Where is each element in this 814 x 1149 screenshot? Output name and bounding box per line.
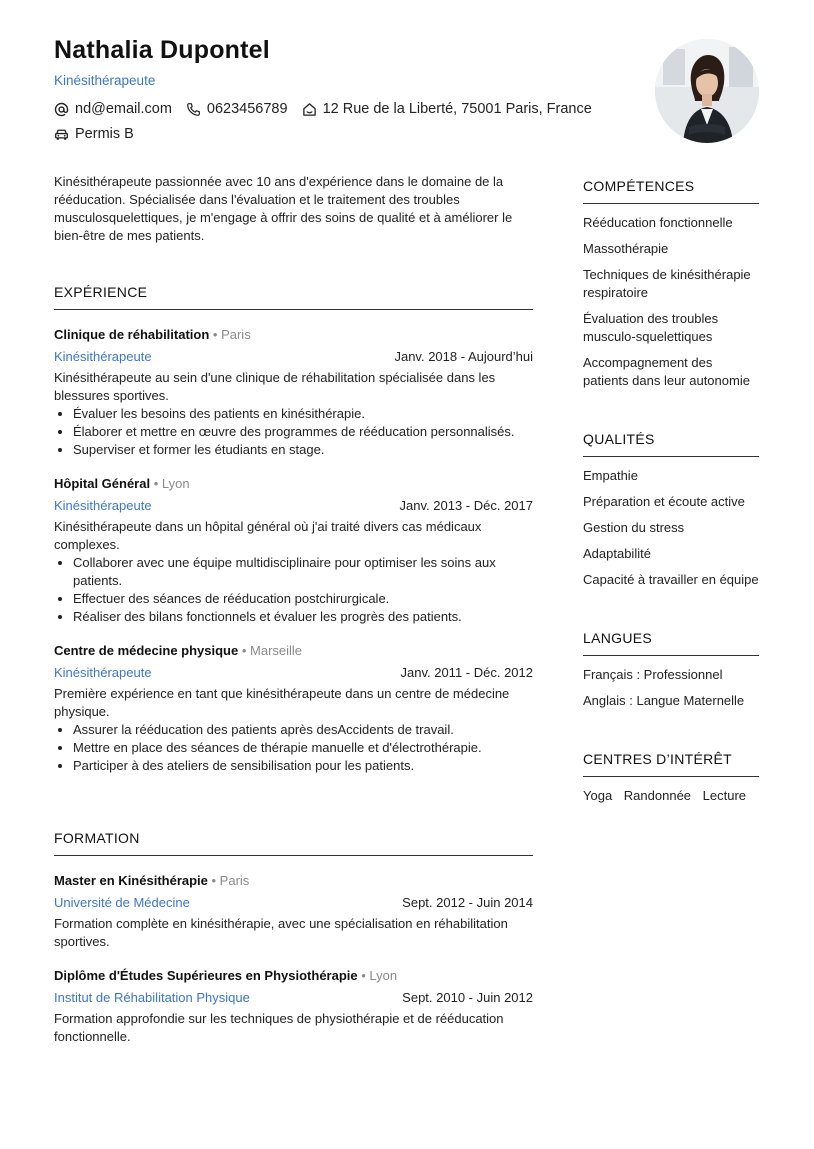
school-name: Université de Médecine [54, 895, 190, 910]
contact-email [54, 101, 172, 117]
education-section-title: FORMATION [54, 829, 533, 856]
employer-city: Paris [221, 327, 251, 342]
degree-dates: Sept. 2010 - Juin 2012 [402, 990, 533, 1005]
responsibility-list [54, 721, 533, 775]
skill-item: Évaluation des troubles musculo-squelettiques [583, 311, 719, 344]
sidebar-column [583, 177, 759, 845]
home-icon [302, 102, 317, 117]
address-text: 12 Rue de la Liberté, 75001 Paris, France [322, 101, 592, 117]
responsibility-item: • Collaborer avec une équipe multidisciplinaire pour optimiser les soins aux patients. [73, 554, 533, 590]
experience-entry: Clinique de réhabilitation • Paris Kinésithérapeute Janv. 2018 - Aujourd’hui Kinésithérapeute au sein d'une clinique de réhabilitation spécialisée dans les blessures sportives. • Évaluer les besoins des patients en kinésithérapie. • Élaborer et mettre en œuvre des programmes de rééducation personnalisés. • Superviser et former les étudiants en stage. [54, 326, 533, 459]
position-title: Kinésithérapeute [54, 498, 152, 513]
interest-list [583, 787, 759, 805]
skills-section-title: COMPÉTENCES [583, 177, 759, 204]
quality-item: Empathie [583, 468, 638, 483]
quality-item: Capacité à travailler en équipe [583, 572, 759, 587]
languages-section-title: LANGUES [583, 629, 759, 656]
responsibility-item: • Évaluer les besoins des patients en kinésithérapie. [73, 405, 533, 423]
language-item: Français : Professionnel [583, 667, 723, 682]
license-text: Permis B [75, 126, 134, 142]
degree-description: Formation complète en kinésithérapie, avec une spécialisation en réhabilitation sportives. [54, 916, 508, 949]
car-icon [54, 127, 69, 142]
employer-name: Clinique de réhabilitation [54, 327, 210, 342]
qualities-section-title: QUALITÉS [583, 430, 759, 457]
interest-item: Yoga [583, 788, 613, 803]
position-title: Kinésithérapeute [54, 665, 152, 680]
languages-section [583, 629, 759, 710]
responsibility-item: • Mettre en place des séances de thérapie manuelle et d'électrothérapie. [73, 739, 533, 757]
position-description: Première expérience en tant que kinésithérapeute dans un centre de médecine physique. [54, 686, 510, 719]
education-entry: Diplôme d'Études Supérieures en Physiothérapie • Lyon Institut de Réhabilitation Physique Sept. 2010 - Juin 2012 Formation approfondie sur les techniques de physiothérapie et de rééducation fonctionnelle. [54, 968, 533, 1044]
interests-section [583, 750, 759, 805]
candidate-name: Nathalia Dupontel [54, 36, 270, 64]
degree-name: Diplôme d'Études Supérieures en Physiothérapie [54, 968, 358, 983]
profile-photo [655, 39, 759, 143]
employer-city: Lyon [161, 476, 190, 491]
education-entry: Master en Kinésithérapie • Paris Université de Médecine Sept. 2012 - Juin 2014 Formation complète en kinésithérapie, avec une spécialisation en réhabilitation sportives. [54, 873, 533, 949]
responsibility-item: • Participer à des ateliers de sensibilisation pour les patients. [73, 757, 533, 775]
position-dates: Janv. 2018 - Aujourd’hui [394, 349, 533, 364]
responsibility-item: • Réaliser des bilans fonctionnels et évaluer les progrès des patients. [73, 608, 533, 626]
degree-description: Formation approfondie sur les techniques de physiothérapie et de rééducation fonctionnelle. [54, 1011, 504, 1044]
quality-item: Préparation et écoute active [583, 494, 745, 509]
profile-summary: Kinésithérapeute passionnée avec 10 ans d'expérience dans le domaine de la rééducation. Spécialisée dans l'évaluation et le traitement des troubles musculosquelettiques, je m'engage à offrir des soins de qualité et à améliorer le bien-être de mes patients. [54, 174, 513, 243]
email-text: nd@email.com [75, 101, 172, 117]
responsibility-item: • Assurer la rééducation des patients après desAccidents de travail. [73, 721, 533, 739]
position-description: Kinésithérapeute au sein d'une clinique de réhabilitation spécialisée dans les blessures sportives. [54, 370, 496, 403]
experience-entry: Centre de médecine physique • Marseille Kinésithérapeute Janv. 2011 - Déc. 2012 Première expérience en tant que kinésithérapeute dans un centre de médecine physique. • Assurer la rééducation des patients après desAccidents de travail. • Mettre en place des séances de thérapie manuelle et d'électrothérapie. • Participer à des ateliers de sensibilisation pour les patients. [54, 642, 533, 775]
position-description: Kinésithérapeute dans un hôpital général où j'ai traité divers cas médicaux complexes. [54, 519, 482, 552]
interest-item: Lecture [702, 788, 747, 803]
at-icon [54, 102, 69, 117]
language-item: Anglais : Langue Maternelle [583, 693, 745, 708]
school-name: Institut de Réhabilitation Physique [54, 990, 250, 1005]
interest-item: Randonnée [623, 788, 692, 803]
skill-item: Techniques de kinésithérapie respiratoire [583, 267, 751, 300]
contact-row [54, 101, 606, 117]
responsibility-item: • Superviser et former les étudiants en stage. [73, 441, 533, 459]
contact-address [302, 101, 592, 117]
experience-section-title: EXPÉRIENCE [54, 283, 533, 310]
degree-city: Paris [219, 873, 250, 888]
main-column [54, 173, 533, 1062]
degree-city: Lyon [369, 968, 398, 983]
skill-item: Rééducation fonctionnelle [583, 215, 733, 230]
skills-section [583, 177, 759, 390]
quality-item: Adaptabilité [583, 546, 651, 561]
job-title: Kinésithérapeute [54, 73, 156, 88]
contact-license [54, 126, 134, 142]
position-title: Kinésithérapeute [54, 349, 152, 364]
employer-name: Hôpital Général [54, 476, 151, 491]
responsibility-item: • Effectuer des séances de rééducation postchirurgicale. [73, 590, 533, 608]
skill-item: Massothérapie [583, 241, 669, 256]
responsibility-list [54, 554, 533, 626]
qualities-section [583, 430, 759, 589]
degree-name: Master en Kinésithérapie [54, 873, 208, 888]
position-dates: Janv. 2011 - Déc. 2012 [400, 665, 533, 680]
contact-row-secondary [54, 126, 148, 142]
skill-item: Accompagnement des patients dans leur autonomie [583, 355, 750, 388]
interests-section-title: CENTRES D’INTÉRÊT [583, 750, 759, 777]
phone-text: 0623456789 [206, 101, 288, 117]
experience-entry: Hôpital Général • Lyon Kinésithérapeute Janv. 2013 - Déc. 2017 Kinésithérapeute dans un hôpital général où j'ai traité divers cas médicaux complexes. • Collaborer avec une équipe multidisciplinaire pour optimiser les soins aux patients. • Effectuer des séances de rééducation postchirurgicale. • Réaliser des bilans fonctionnels et évaluer les progrès des patients. [54, 475, 533, 626]
employer-name: Centre de médecine physique [54, 643, 239, 658]
phone-icon [186, 102, 201, 117]
position-dates: Janv. 2013 - Déc. 2017 [399, 498, 533, 513]
profile-portrait-icon [655, 39, 759, 143]
degree-dates: Sept. 2012 - Juin 2014 [402, 895, 533, 910]
employer-city: Marseille [250, 643, 303, 658]
responsibility-item: • Élaborer et mettre en œuvre des programmes de rééducation personnalisés. [73, 423, 533, 441]
contact-phone [186, 101, 288, 117]
responsibility-list [54, 405, 533, 459]
quality-item: Gestion du stress [583, 520, 685, 535]
